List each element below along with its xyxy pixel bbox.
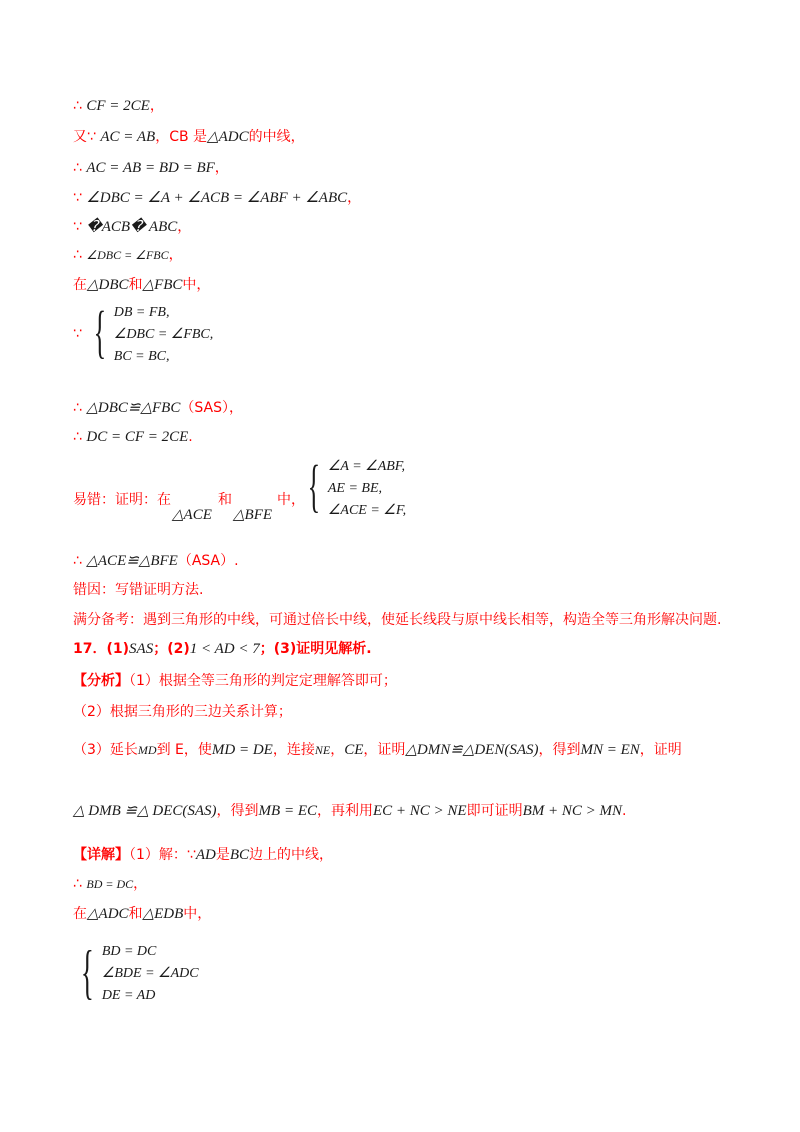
because-symbol: ∵: [73, 326, 82, 342]
line-angle-dbc: ∵ ∠DBC = ∠A + ∠ACB = ∠ABF + ∠ABC，: [73, 190, 362, 206]
equation-system-2: [300, 453, 407, 520]
line-in-triangles-dbc-fbc: 在△DBC和△FBC中，: [73, 277, 211, 293]
line-error-reason: 错因：写错证明方法.: [73, 582, 204, 598]
line-detail-1: 【详解】（1）解：∵AD是BC边上的中线，: [73, 847, 333, 863]
system-row: ∠ACE = ∠F,: [327, 503, 407, 518]
system-row: AE = BE,: [327, 481, 382, 496]
left-brace: {: [307, 453, 321, 518]
system-row: DE = AD: [101, 988, 156, 1003]
system-row: BD = DC: [101, 944, 157, 959]
line-dbc-fbc: ∴ ∠DBC = ∠FBC，: [73, 247, 183, 263]
line-equal-segments: ∴ AC = AB = BD = BF，: [73, 160, 229, 176]
system-row: BC = BC,: [113, 349, 170, 364]
line-congruent-sas: ∴ △DBC≌△FBC（SAS），: [73, 400, 243, 416]
left-brace: {: [93, 299, 107, 364]
line-analysis-1: 【分析】（1）根据全等三角形的判定定理解答即可；: [73, 673, 397, 689]
triangle-ace-label: △ACE: [172, 507, 212, 523]
system-row: ∠BDE = ∠ADC: [101, 966, 199, 981]
line-common-error-zhong: 中，: [277, 492, 305, 508]
line-analysis-3b: △ DMB ≌△ DEC(SAS)，得到MB = EC，再利用EC + NC > NE即可证明BM + NC > MN.: [73, 803, 627, 819]
line-full-score-tip: 满分备考：遇到三角形的中线，可通过倍长中线，使延长线段与原中线长相等，构造全等三角形解决问题.: [73, 612, 722, 628]
triangle-bfe-label: △BFE: [233, 507, 273, 523]
line-congruent-asa: ∴ △ACE≌△BFE（ASA）.: [73, 553, 239, 569]
line-bd-dc: ∴ BD = DC，: [73, 876, 148, 892]
line-analysis-2: （2）根据三角形的三边关系计算；: [73, 704, 292, 720]
line-in-triangles-adc-edb: 在△ADC和△EDB中，: [73, 906, 212, 922]
line-q17-answers: 17．(1)SAS；(2)1 < AD < 7；(3)证明见解析.: [73, 641, 372, 657]
left-brace: {: [80, 939, 94, 1005]
line-analysis-3a: （3）延长MD到 E，使MD = DE，连接NE，CE，证明△DMN≌△DEN(SAS)，得到MN = EN，证明: [73, 742, 682, 758]
equation-system-3: [73, 941, 199, 1007]
equation-system-1: [73, 299, 214, 366]
line-common-error-label: 易错：证明：在: [73, 492, 171, 508]
line-cf-2ce: ∴ CF = 2CE，: [73, 98, 164, 114]
line-acb-abc: ∵ �ACB� ABC，: [73, 219, 192, 235]
system-row: ∠DBC = ∠FBC,: [113, 327, 214, 342]
system-row: ∠A = ∠ABF,: [327, 459, 406, 474]
line-common-error-and: 和: [218, 492, 232, 508]
system-row: DB = FB,: [113, 305, 170, 320]
line-dc-cf: ∴ DC = CF = 2CE.: [73, 429, 193, 445]
line-cb-median: 又∵ AC = AB，CB 是△ADC的中线，: [73, 129, 305, 145]
